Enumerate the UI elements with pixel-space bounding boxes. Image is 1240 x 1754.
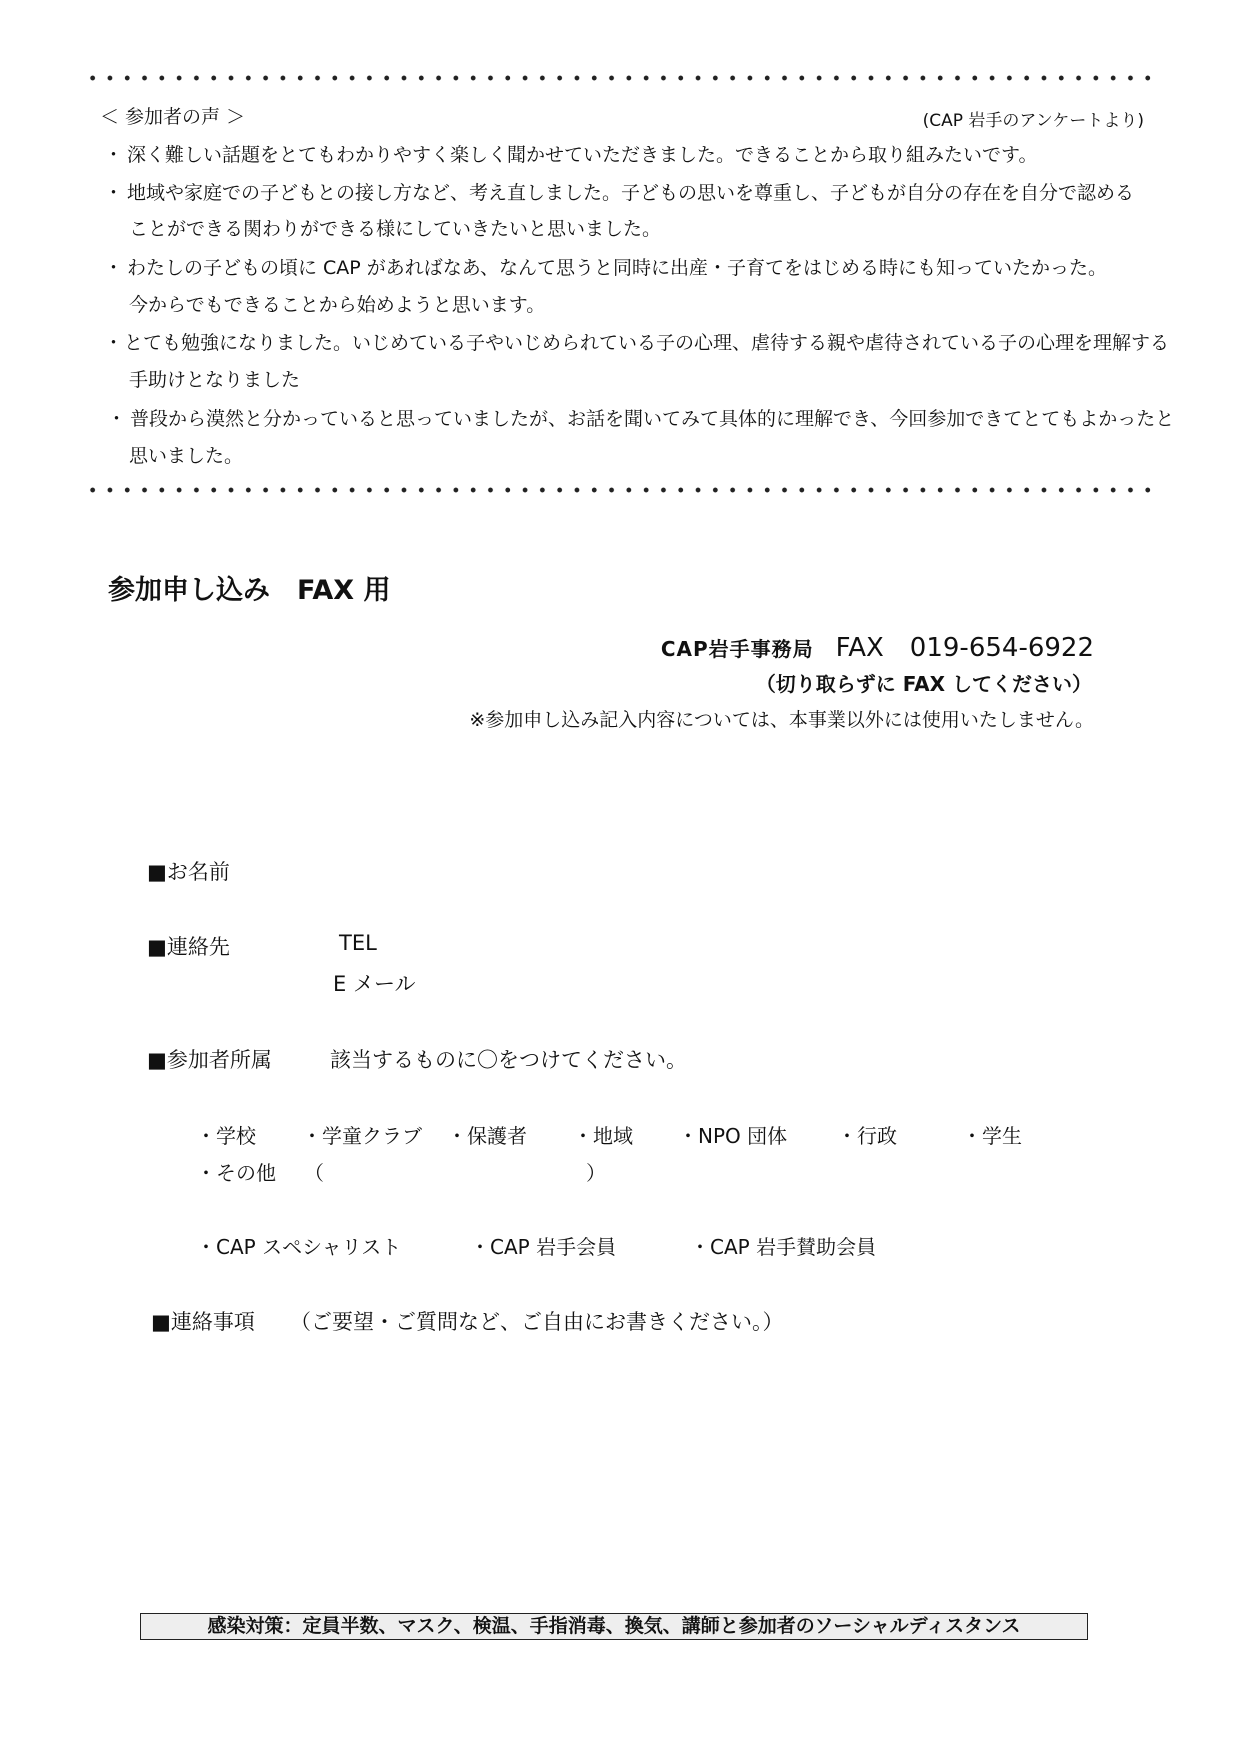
voice-line: 今からでもできることから始めようと思います。 — [129, 294, 546, 316]
affiliation-option-afterschool-club[interactable]: ・学童クラブ — [302, 1124, 422, 1148]
dotted-divider-bottom — [84, 487, 1156, 493]
contact-label: ■連絡先 — [147, 935, 230, 959]
voice-line: 地域や家庭での子どもとの接し方など、考え直しました。子どもの思いを尊重し、子どもが自分の存在を自分で認める — [127, 182, 1135, 204]
fax-number: FAX 019-654-6922 — [835, 633, 1094, 663]
notes-instruction: （ご要望・ご質問など、ご自由にお書きください。） — [290, 1310, 784, 1334]
other-close-paren: ） — [586, 1161, 606, 1185]
affiliation-option-cap-iwate-supporting-member[interactable]: ・CAP 岩手賛助会員 — [690, 1235, 877, 1259]
affiliation-option-npo[interactable]: ・NPO 団体 — [678, 1124, 788, 1148]
affiliation-option-guardian[interactable]: ・保護者 — [447, 1124, 527, 1148]
voice-line: 普段から漠然と分かっていると思っていましたが、お話を聞いてみて具体的に理解でき、今回参加できてとてもよかったと — [130, 408, 1175, 430]
voices-heading: ＜ 参加者の声 ＞ — [100, 106, 246, 128]
affiliation-option-government[interactable]: ・行政 — [837, 1124, 897, 1148]
other-fill-in[interactable] — [330, 1157, 580, 1181]
bullet: ・ — [104, 144, 124, 166]
infection-control-notice: 感染対策：定員半数、マスク、検温、手指消毒、換気、講師と参加者のソーシャルディスタンス — [140, 1613, 1088, 1640]
page-title: 参加申し込み FAX 用 — [108, 575, 391, 606]
voice-line: 深く難しい話題をとてもわかりやすく楽しく聞かせていただきました。できることから取り組みたいです。 — [127, 144, 1038, 166]
bullet: ・ — [104, 332, 124, 354]
affiliation-label: ■参加者所属 — [147, 1048, 272, 1072]
affiliation-option-school[interactable]: ・学校 — [196, 1124, 256, 1148]
tel-label: TEL — [339, 931, 377, 955]
affiliation-option-cap-iwate-member[interactable]: ・CAP 岩手会員 — [470, 1235, 617, 1259]
affiliation-option-other[interactable]: ・その他 — [196, 1161, 276, 1185]
voice-line: ことができる関わりができる様にしていきたいと思いました。 — [129, 218, 662, 240]
email-label: E メール — [333, 972, 416, 996]
bullet: ・ — [104, 182, 124, 204]
notes-writing-area[interactable] — [151, 1345, 1091, 1575]
affiliation-instruction: 該当するものに〇をつけてください。 — [330, 1048, 687, 1072]
affiliation-option-community[interactable]: ・地域 — [573, 1124, 633, 1148]
fax-info — [661, 627, 1094, 664]
privacy-note: ※参加申し込み記入内容については、本事業以外には使用いたしません。 — [469, 709, 1094, 731]
affiliation-option-cap-specialist[interactable]: ・CAP スペシャリスト — [196, 1235, 402, 1259]
voice-line: わたしの子どもの頃に CAP があればなあ、なんて思うと同時に出産・子育てをはじめる時にも知っていたかった。 — [127, 257, 1108, 279]
other-open-paren: （ — [304, 1161, 324, 1185]
office-name: CAP岩手事務局 — [660, 637, 814, 661]
bullet: ・ — [104, 257, 124, 279]
fax-instruction: （切り取らずに FAX してください） — [755, 672, 1092, 696]
voice-line: 思いました。 — [129, 445, 244, 467]
dotted-divider-top — [84, 75, 1156, 81]
voice-line: 手助けとなりました — [129, 369, 301, 391]
bullet: ・ — [107, 408, 127, 430]
affiliation-option-student[interactable]: ・学生 — [962, 1124, 1022, 1148]
voices-source: (CAP 岩手のアンケートより) — [922, 111, 1144, 131]
name-label: ■お名前 — [147, 860, 230, 884]
voice-line: とても勉強になりました。いじめている子やいじめられている子の心理、虐待する親や虐待されている子の心理を理解する — [124, 332, 1170, 354]
notes-label: ■連絡事項 — [151, 1310, 255, 1334]
